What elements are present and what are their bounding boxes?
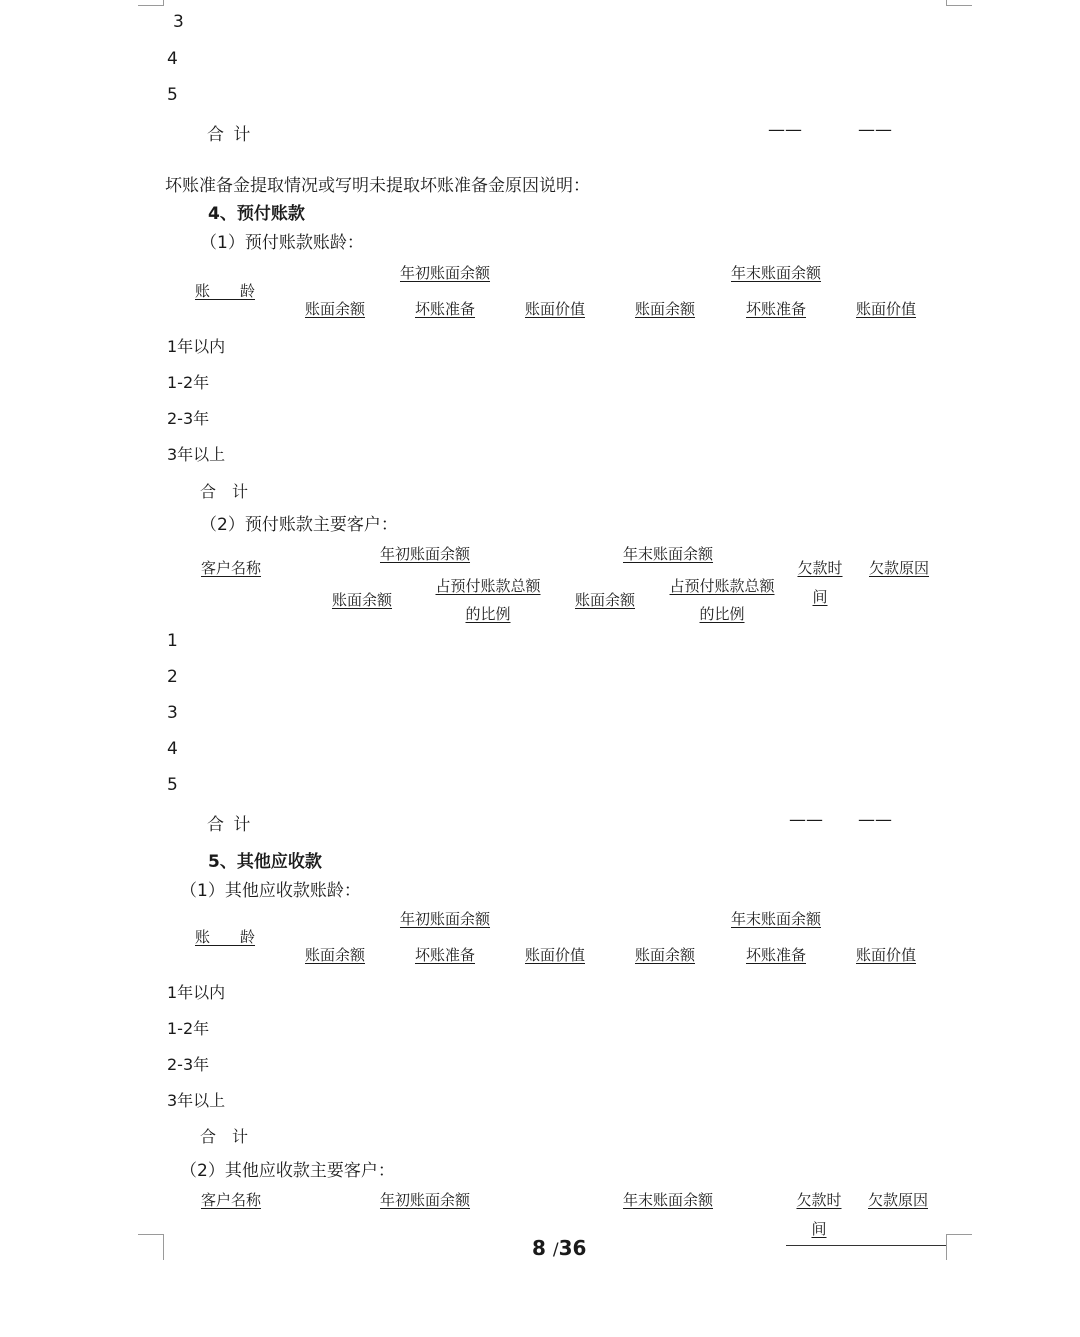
header-balance: 账面余额: [574, 591, 636, 609]
row-index: 2: [167, 667, 178, 687]
header-subcol: 账面价值: [524, 300, 586, 318]
header-group-begin: 年初账面余额: [379, 545, 471, 563]
header-subcol: 账面余额: [304, 946, 366, 964]
header-group-end: 年末账面余额: [622, 545, 714, 563]
age-row-label: 1-2年: [167, 373, 210, 392]
header-ratio: 占预付账款总额: [669, 577, 775, 595]
crop-mark-bottom-left-h: [138, 1234, 164, 1235]
header-debt-reason: 欠款原因: [867, 1191, 929, 1209]
header-group-begin: 年初账面余额: [399, 910, 491, 928]
header-group-begin: 年初账面余额: [379, 1191, 471, 1209]
age-row-label: 1-2年: [167, 1019, 210, 1038]
age-row-label: 2-3年: [167, 1055, 210, 1074]
page-separator: /: [552, 1240, 559, 1260]
subsection-title: （2）其他应收款主要客户：: [180, 1161, 395, 1181]
header-subcol: 账面价值: [855, 946, 917, 964]
header-group-begin: 年初账面余额: [399, 264, 491, 282]
age-total-label: 合 计: [200, 1127, 249, 1146]
age-row-label: 1年以内: [167, 983, 226, 1002]
row-index: 4: [167, 49, 178, 69]
header-subcol: 账面价值: [524, 946, 586, 964]
header-subcol: 坏账准备: [414, 300, 476, 318]
header-age: 账 龄: [194, 928, 256, 946]
subsection-title: （2）预付账款主要客户：: [200, 515, 398, 535]
header-debt-time: 间: [812, 588, 828, 606]
header-customer-name: 客户名称: [200, 559, 262, 577]
header-group-end: 年末账面余额: [622, 1191, 714, 1209]
footer-rule: [786, 1245, 946, 1246]
row-index: 5: [167, 85, 178, 105]
total-label: 合 计: [207, 815, 253, 835]
row-index: 3: [173, 12, 184, 32]
subsection-title: （1）其他应收款账龄：: [180, 881, 361, 901]
header-customer-name: 客户名称: [200, 1191, 262, 1209]
header-debt-reason: 欠款原因: [868, 559, 930, 577]
header-subcol: 账面余额: [304, 300, 366, 318]
header-debt-time: 欠款时: [797, 559, 843, 577]
crop-mark-top-left-h: [138, 5, 164, 6]
header-subcol: 账面余额: [634, 946, 696, 964]
total-label: 合 计: [207, 125, 253, 145]
section-heading: 5、其他应收款: [208, 852, 322, 872]
crop-mark-bottom-right: [946, 1234, 947, 1260]
row-index: 4: [167, 739, 178, 759]
age-row-label: 3年以上: [167, 1091, 226, 1110]
header-debt-time: 欠款时: [796, 1191, 842, 1209]
age-row-label: 2-3年: [167, 409, 210, 428]
section-heading: 4、预付账款: [208, 204, 305, 224]
header-subcol: 账面余额: [634, 300, 696, 318]
header-ratio: 占预付账款总额: [435, 577, 541, 595]
total-dash: ——: [858, 120, 892, 140]
subsection-title: （1）预付账款账龄：: [200, 233, 364, 253]
row-index: 1: [167, 631, 178, 651]
page-current: 8: [532, 1236, 546, 1260]
row-index: 5: [167, 775, 178, 795]
page-number: [532, 1236, 586, 1260]
header-group-end: 年末账面余额: [730, 264, 822, 282]
total-dash: ——: [789, 810, 823, 830]
header-subcol: 坏账准备: [745, 946, 807, 964]
header-balance: 账面余额: [331, 591, 393, 609]
row-index: 3: [167, 703, 178, 723]
age-row-label: 3年以上: [167, 445, 226, 464]
header-ratio: 的比例: [699, 605, 745, 623]
header-subcol: 坏账准备: [414, 946, 476, 964]
crop-mark-bottom-right-h: [946, 1234, 972, 1235]
crop-mark-bottom-left: [163, 1234, 164, 1260]
page-total: 36: [558, 1236, 587, 1260]
total-dash: ——: [858, 810, 892, 830]
header-subcol: 账面价值: [855, 300, 917, 318]
header-age: 账 龄: [194, 282, 256, 300]
age-total-label: 合 计: [200, 482, 249, 501]
header-group-end: 年末账面余额: [730, 910, 822, 928]
age-row-label: 1年以内: [167, 337, 226, 356]
crop-mark-top-right-h: [946, 5, 972, 6]
header-debt-time: 间: [811, 1220, 827, 1238]
total-dash: ——: [768, 120, 802, 140]
header-subcol: 坏账准备: [745, 300, 807, 318]
bad-debt-note: 坏账准备金提取情况或写明未提取坏账准备金原因说明：: [165, 176, 590, 196]
header-ratio: 的比例: [465, 605, 511, 623]
